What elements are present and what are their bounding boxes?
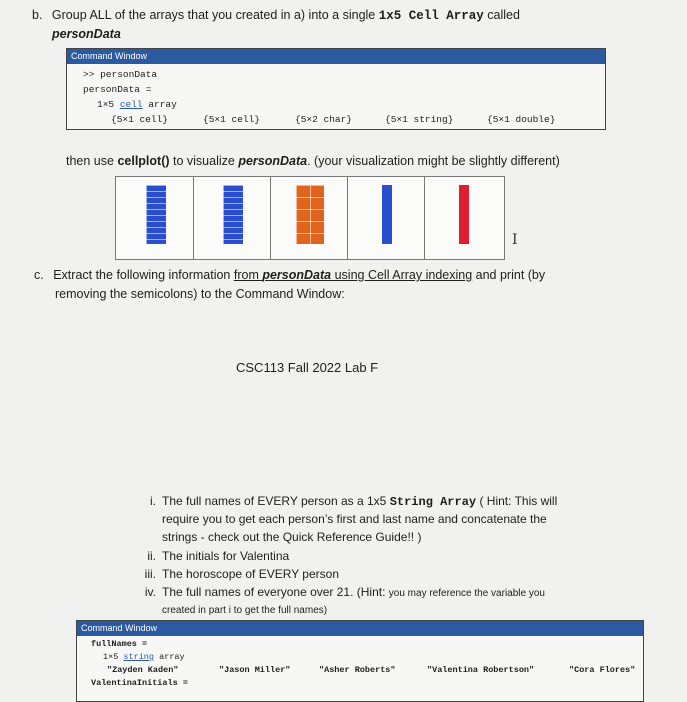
cw2-name-1: "Zayden Kaden" (107, 665, 179, 675)
cell-link[interactable]: cell (119, 99, 143, 110)
cw2-initials-line: ValentinaInitials = (91, 678, 188, 688)
cellplot-func: cellplot() (117, 154, 170, 168)
cw2-array-type (91, 651, 641, 664)
cellplot-prefix: then use (66, 154, 118, 168)
list-item-iv-text: The full names of everyone over 21. (Hint: (162, 585, 389, 599)
cw2-size: 1×5 (103, 652, 124, 662)
list-item-iv-num: iv. (144, 585, 156, 599)
cellplot-cell-3 (270, 177, 348, 259)
text-cursor-icon: I (512, 232, 518, 248)
list-item-iii-text: The horoscope of EVERY person (162, 567, 339, 581)
list-item-iii-num: iii. (144, 567, 156, 581)
part-c-var: personData (262, 268, 332, 282)
part-c-text-a: Extract the following information (53, 268, 234, 282)
string-link[interactable]: string (123, 652, 155, 662)
part-c-indexing: using Cell Array indexing (331, 268, 473, 282)
cw1-cell-3: {5×2 char} (295, 114, 353, 125)
command-window-2-title: Command Window (77, 621, 643, 636)
list-item-i-code: String Array (389, 495, 477, 509)
list-item-i-cont-2-text: strings - check out the Quick Reference Guide!! ) (162, 530, 422, 544)
cw1-cell-row (83, 112, 598, 127)
list-item-iv-hint: you may reference the variable you (388, 588, 545, 599)
cellplot-bar-3 (296, 185, 324, 244)
list-item-i-num: i. (150, 494, 156, 508)
list-item-ii-num: ii. (147, 549, 156, 563)
list-item-iv-cont-text: created in part i to get the full names) (162, 605, 328, 616)
cellplot-var: personData (238, 154, 308, 168)
part-b-heading (32, 6, 652, 25)
cellplot-figure (115, 176, 505, 260)
cw1-command-line (83, 67, 598, 82)
cellplot-cell-2 (193, 177, 271, 259)
cw2-fullnames-line: fullNames = (91, 639, 148, 649)
cellplot-instruction (66, 152, 666, 170)
cw2-name-5: "Cora Flores" (569, 665, 636, 675)
part-c-line-1 (34, 266, 664, 284)
cellplot-cell-5 (424, 177, 504, 259)
part-c-label: c. (34, 268, 44, 282)
part-b-var-name: personData (52, 27, 121, 41)
list-item-ii-text: The initials for Valentina (162, 549, 290, 563)
cw1-output-name: personData = (83, 84, 152, 95)
cw1-prompt: >> (83, 69, 95, 80)
command-window-2 (76, 620, 644, 702)
cw2-names-row (91, 664, 641, 677)
cw1-array-type (83, 97, 598, 112)
part-b-code-term: 1x5 Cell Array (378, 9, 484, 23)
command-window-1 (66, 48, 606, 130)
cw1-cell-4: {5×1 string} (385, 114, 454, 125)
cellplot-bar-4 (382, 185, 392, 244)
part-b-text-prefix: Group ALL of the arrays that you created in a) into a single (51, 8, 379, 22)
cw2-array-word: array (154, 652, 185, 662)
cellplot-bar-2 (223, 185, 243, 244)
cellplot-bar-5 (459, 185, 469, 244)
lab-title: CSC113 Fall 2022 Lab F (236, 360, 379, 375)
cw2-name-2: "Jason Miller" (219, 665, 291, 675)
part-c-line-2: removing the semicolons) to the Command Window: (55, 287, 345, 301)
cw2-name-4: "Valentina Robertson" (427, 665, 535, 675)
cw1-cell-2: {5×1 cell} (203, 114, 261, 125)
list-item-i-cont-1-text: require you to get each person’s first and last name and concatenate the (162, 512, 547, 526)
cw1-cell-1: {5×1 cell} (111, 114, 169, 125)
cw1-cell-5: {5×1 double} (487, 114, 556, 125)
part-b-label: b. (32, 8, 43, 22)
command-window-1-title: Command Window (67, 49, 605, 64)
cw2-name-3: "Asher Roberts" (319, 665, 396, 675)
cw1-command: personData (100, 69, 158, 80)
cw1-size: 1×5 (97, 99, 120, 110)
cellplot-cell-1 (116, 177, 194, 259)
task-list (138, 493, 598, 618)
part-c-text-c: and print (by (472, 268, 546, 282)
list-item-i-hint: ( Hint: This will (476, 494, 558, 508)
part-c-from: from (233, 268, 263, 282)
cellplot-bar-1 (146, 185, 166, 244)
cw1-array-word: array (142, 99, 177, 110)
cellplot-cell-4 (347, 177, 425, 259)
list-item-i-text: The full names of EVERY person as a 1x5 (162, 494, 390, 508)
cellplot-suffix: . (your visualization might be slightly different) (307, 154, 560, 168)
cellplot-middle: to visualize (169, 154, 239, 168)
part-b-text-suffix: called (483, 8, 520, 22)
